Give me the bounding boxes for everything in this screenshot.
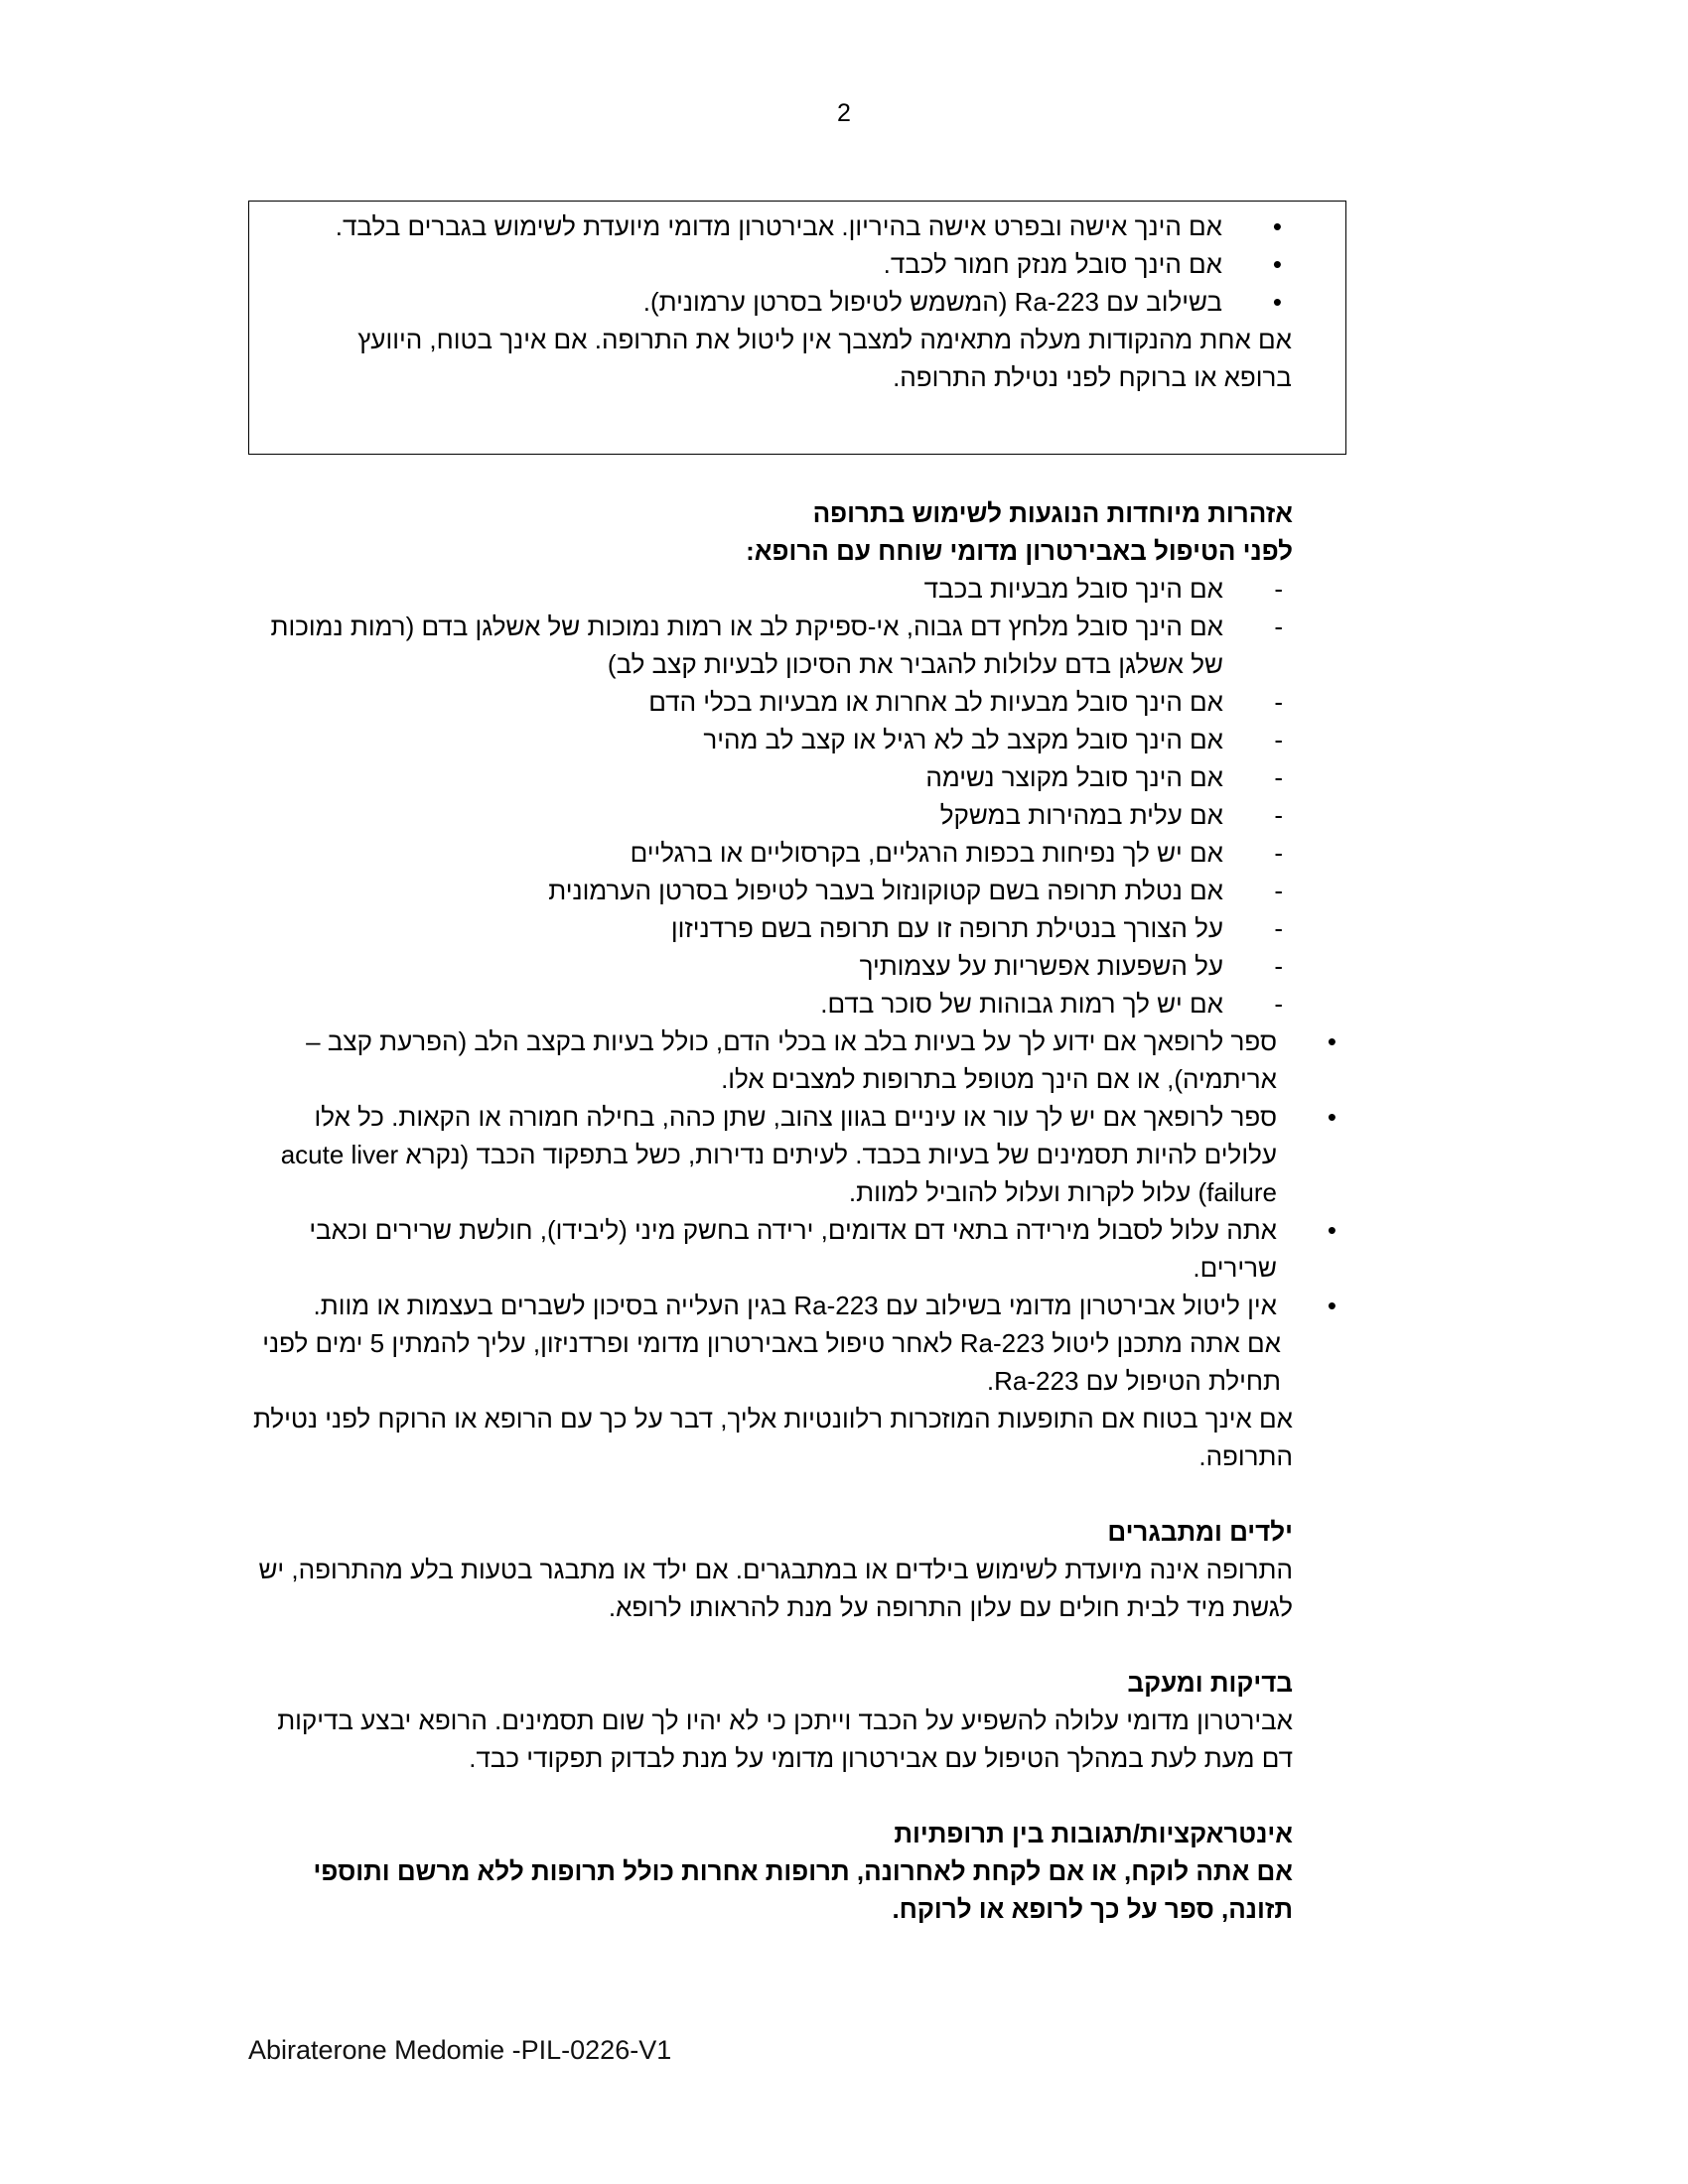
warning-dash-item: - אם הינך סובל מבעיות לב אחרות או מבעיות בכלי הדם — [248, 683, 1293, 721]
warning-dash-item: - אם עלית במהירות במשקל — [248, 796, 1293, 834]
special-warnings-subheading: לפני הטיפול באבירטרון מדומי שוחח עם הרופא: — [746, 536, 1293, 566]
children-text: התרופה אינה מיועדת לשימוש בילדים או במתבגרים. אם ילד או מתבגר בטעות בלע מהתרופה, יש לגשת מיד לבית חולים עם עלון התרופה על מנת להראותו לרופא. — [258, 1555, 1293, 1622]
contraindication-item: • בשילוב עם Ra-223 (המשמש לטיפול בסרטן ערמונית). — [299, 283, 1292, 321]
warning-dash-item: - אם יש לך נפיחות בכפות הרגליים, בקרסוליים או ברגליים — [248, 834, 1293, 872]
special-warnings-heading: אזהרות מיוחדות הנוגעות לשימוש בתרופה — [812, 498, 1293, 528]
warning-dash-item: - אם הינך סובל מלחץ דם גבוה, אי-ספיקת לב או רמות נמוכות של אשלגן בדם (רמות נמוכות של אשלגן בדם עלולות להגביר את הסיכון לבעיות קצב לב) — [248, 608, 1293, 683]
warning-dash-item: - אם הינך סובל מבעיות בכבד — [248, 570, 1293, 608]
warning-bullet-item: • אין ליטול אבירטרון מדומי בשילוב עם Ra-223 בגין העלייה בסיכון לשברים בעצמות או מוות. — [248, 1287, 1346, 1324]
warning-bullet-item: • אתה עלול לסבול מירידה בתאי דם אדומים, ירידה בחשק מיני (ליבידו), חולשת שרירים וכאבי שרירים. — [248, 1211, 1346, 1287]
warnings-closing: אם אינך בטוח אם התופעות המוזכרות רלוונטיות אליך, דבר על כך עם הרופא או הרוקח לפני נטילת התרופה. — [252, 1404, 1293, 1471]
contraindications-box — [248, 201, 1346, 455]
warnings-bullet-list — [248, 1023, 1346, 1324]
contraindication-item: • אם הינך אישה ובפרט אישה בהיריון. אבירטרון מדומי מיועדת לשימוש בגברים בלבד. — [299, 207, 1292, 245]
page-number: 2 — [837, 99, 851, 127]
tests-text: אבירטרון מדומי עלולה להשפיע על הכבד וייתכן כי לא יהיו לך שום תסמינים. הרופא יבצע בדיקות דם מעת לעת במהלך הטיפול עם אבירטרון מדומי על מנת לבדוק תפקודי כבד. — [277, 1706, 1293, 1773]
warning-dash-item: - על הצורך בנטילת תרופה זו עם תרופה בשם פרדניזון — [248, 909, 1293, 947]
interactions-heading: אינטראקציות/תגובות בין תרופתיות — [894, 1819, 1293, 1848]
document-footer: Abiraterone Medomie -PIL-0226-V1 — [248, 2035, 672, 2065]
warning-dash-item: - אם הינך סובל מקצב לב לא רגיל או קצב לב מהיר — [248, 721, 1293, 758]
children-heading: ילדים ומתבגרים — [1107, 1517, 1293, 1547]
interactions-text: אם אתה לוקח, או אם לקחת לאחרונה, תרופות אחרות כולל תרופות ללא מרשם ותוספי תזונה, ספר על כך לרופא או לרוקח. — [313, 1856, 1293, 1924]
contraindication-note: אם אחת מהנקודות מעלה מתאימה למצבך אין ליטול את התרופה. אם אינך בטוח, היוועץ ברופא או ברוקח לפני נטילת התרופה. — [357, 325, 1292, 392]
tests-heading: בדיקות ומעקב — [1127, 1668, 1293, 1698]
leaflet-body — [248, 494, 1346, 1928]
ra223-note: אם אתה מתכנן ליטול Ra-223 לאחר טיפול באבירטרון מדומי ופרדניזון, עליך להמתין 5 ימים לפני תחילת הטיפול עם Ra-223. — [262, 1328, 1281, 1396]
warning-bullet-item: • ספר לרופאך אם יש לך עור או עיניים בגוון צהוב, שתן כהה, בחילה חמורה או הקאות. כל אלו עלולים להיות תסמינים של בעיות בכבד. לעיתים נדירות, כשל בתפקוד הכבד (נקרא acute liver failure) עלול לקרות ועלול להוביל למוות. — [248, 1098, 1346, 1211]
warning-dash-item: - אם הינך סובל מקוצר נשימה — [248, 758, 1293, 796]
contraindication-item: • אם הינך סובל מנזק חמור לכבד. — [299, 245, 1292, 283]
warning-dash-item: - על השפעות אפשריות על עצמותיך — [248, 947, 1293, 985]
warning-dash-item: - אם יש לך רמות גבוהות של סוכר בדם. — [248, 985, 1293, 1023]
warnings-dash-list — [248, 570, 1346, 1023]
warning-dash-item: - אם נטלת תרופה בשם קטוקונזול בעבר לטיפול בסרטן הערמונית — [248, 872, 1293, 909]
warning-bullet-item: • ספר לרופאך אם ידוע לך על בעיות בלב או בכלי הדם, כולל בעיות בקצב הלב (הפרעת קצב – אריתמיה), או אם הינך מטופל בתרופות למצבים אלו. — [248, 1023, 1346, 1098]
